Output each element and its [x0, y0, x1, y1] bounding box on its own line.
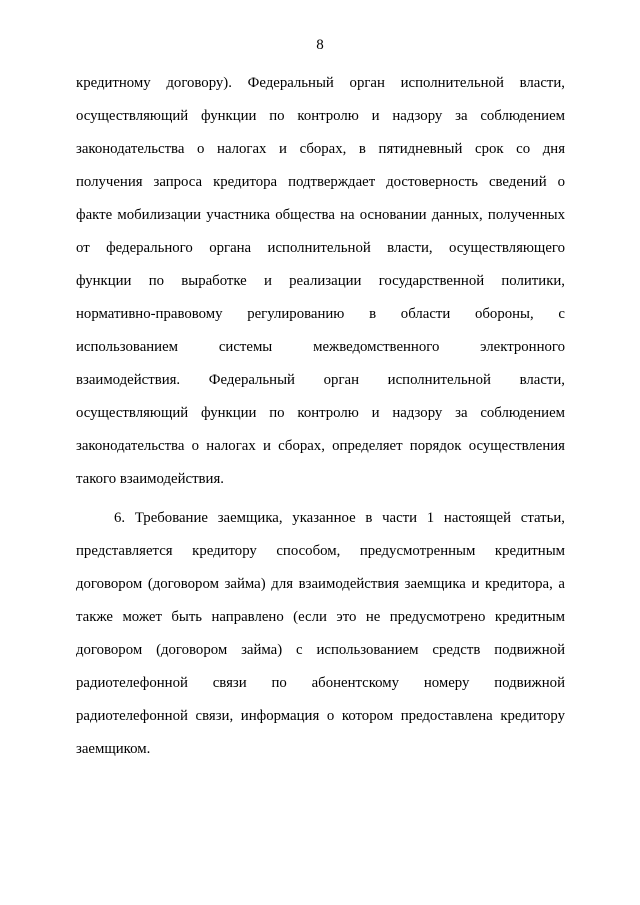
text-line: кредитному договору). Федеральный орган исполнительной власти, — [76, 75, 565, 91]
text-line: 6. Требование заемщика, указанное в части 1 настоящей статьи, — [114, 510, 565, 526]
text-line: осуществляющий функции по контролю и надзору за соблюдением — [76, 405, 565, 421]
text-line: законодательства о налогах и сборах, определяет порядок осуществления — [76, 438, 565, 454]
text-line: такого взаимодействия. — [76, 471, 224, 487]
text-line: взаимодействия. Федеральный орган исполнительной власти, — [76, 372, 565, 388]
text-line: осуществляющий функции по контролю и надзору за соблюдением — [76, 108, 565, 124]
text-line: заемщиком. — [76, 741, 151, 757]
paragraph-2 — [76, 507, 565, 771]
text-line: от федерального органа исполнительной власти, осуществляющего — [76, 240, 565, 256]
text-line: функции по выработке и реализации государственной политики, — [76, 273, 565, 289]
text-line: нормативно-правовому регулированию в области обороны, с — [76, 306, 565, 322]
document-body — [76, 72, 565, 771]
text-line: представляется кредитору способом, предусмотренным кредитным — [76, 543, 565, 559]
page-number: 8 — [316, 37, 324, 53]
paragraph-1 — [76, 72, 565, 501]
text-line: договором (договором займа) с использованием средств подвижной — [76, 642, 565, 658]
text-line: получения запроса кредитора подтверждает достоверность сведений о — [76, 174, 565, 190]
text-line: радиотелефонной связи, информация о котором предоставлена кредитору — [76, 708, 565, 724]
text-line: использованием системы межведомственного электронного — [76, 339, 565, 355]
text-line: также может быть направлено (если это не предусмотрено кредитным — [76, 609, 565, 625]
text-line: факте мобилизации участника общества на основании данных, полученных — [76, 207, 565, 223]
text-line: договором (договором займа) для взаимодействия заемщика и кредитора, а — [76, 576, 565, 592]
text-line: законодательства о налогах и сборах, в пятидневный срок со дня — [76, 141, 565, 157]
text-line: радиотелефонной связи по абонентскому номеру подвижной — [76, 675, 565, 691]
